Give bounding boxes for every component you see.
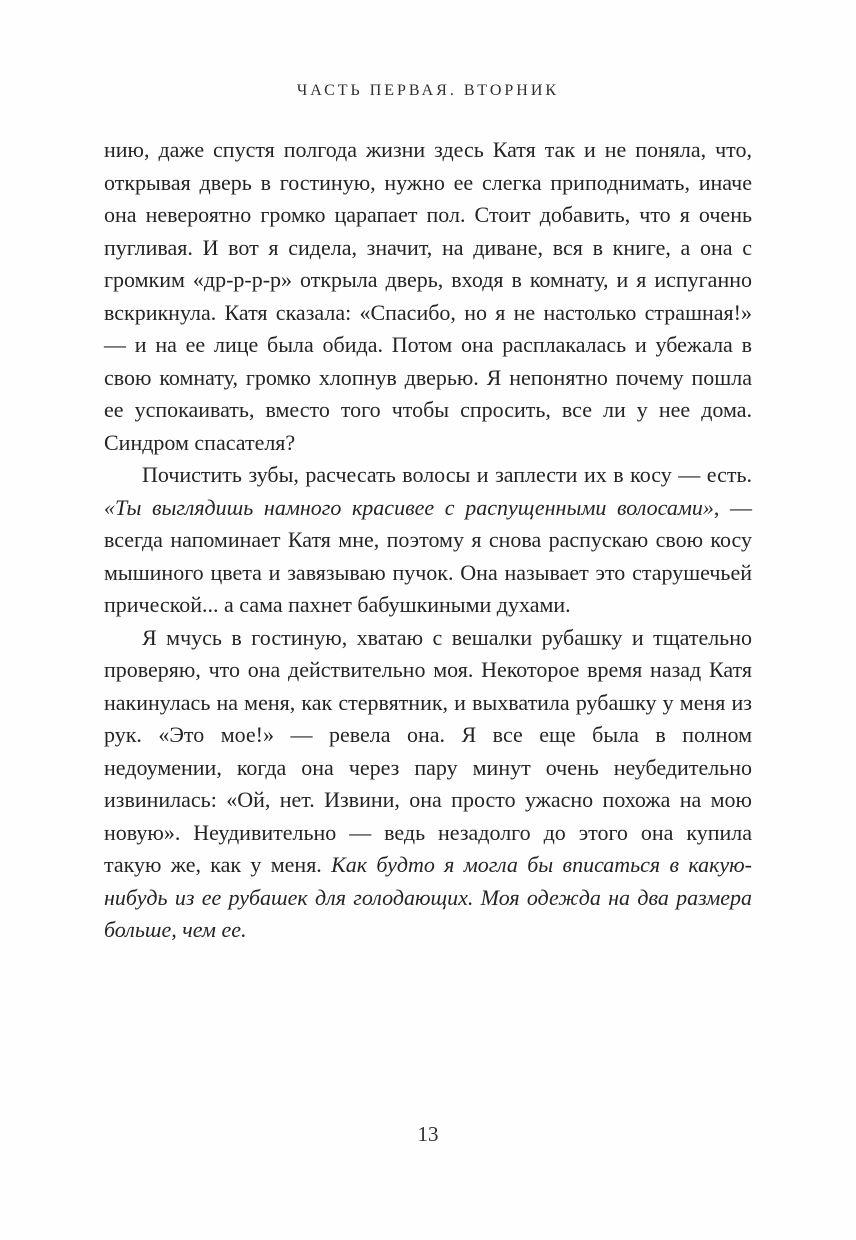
- italic-text-segment: Как будто я могла бы вписаться в какую-нибудь из ее рубашек для голодающих. Моя одежда на два размера больше, чем ее.: [104, 852, 752, 942]
- paragraph: [104, 459, 752, 622]
- body-text: [104, 134, 752, 947]
- page-number: 13: [417, 1122, 439, 1146]
- text-segment: Почистить зубы, расчесать волосы и заплести их в косу — есть.: [142, 462, 752, 487]
- running-header: ЧАСТЬ ПЕРВАЯ. ВТОРНИК: [296, 82, 560, 99]
- text-segment: нию, даже спустя полгода жизни здесь Катя так и не поняла, что, открывая дверь в гостиную, нужно ее слегка приподнимать, иначе она невероятно громко царапает пол. Стоит добавить, что я очень пугливая. И вот я сидела, значит, на диване, вся в книге, а она с громким «др-р-р-р» открыла дверь, входя в комнату, и я испуганно вскрикнула. Катя сказала: «Спасибо, но я не настолько страшная!» — и на ее лице была обида. Потом она расплакалась и убежала в свою комнату, громко хлопнув дверью. Я непонятно почему пошла ее успокаивать, вместо того чтобы спросить, все ли у нее дома. Синдром спасателя?: [104, 137, 752, 455]
- paragraph: [104, 622, 752, 947]
- paragraph: [104, 134, 752, 459]
- text-segment: , — всегда напоминает Катя мне, поэтому я снова распускаю свою косу мышиного цвета и завязываю пучок. Она называет это старушечьей прической... а сама пахнет бабушкиными духами.: [104, 494, 752, 617]
- text-segment: Я мчусь в гостиную, хватаю с вешалки рубашку и тщательно проверяю, что она действительно моя. Некоторое время назад Катя накинулась на меня, как стервятник, и выхватила рубашку у меня из рук. «Это мое!» — ревела она. Я все еще была в полном недоумении, когда она через пару минут очень неубедительно извинилась: «Ой, нет. Извини, она просто ужасно похожа на мою новую». Неудивительно — ведь незадолго до этого она купила такую же, как у меня.: [104, 624, 752, 877]
- italic-text-segment: «Ты выглядишь намного красивее с распущенными волосами»: [104, 494, 714, 520]
